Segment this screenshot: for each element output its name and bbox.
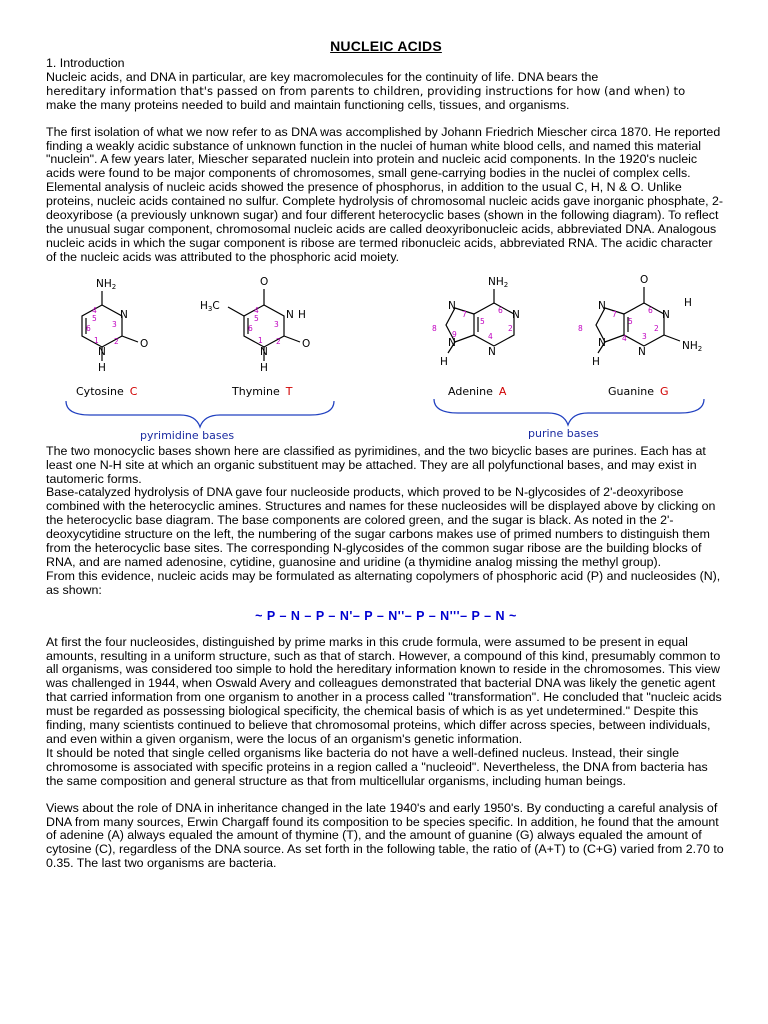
guanine-h1: H [684, 296, 692, 309]
guanine-nh2: NH2 [682, 339, 703, 353]
svg-text:2: 2 [114, 336, 119, 346]
pyrimidine-brace [66, 401, 334, 427]
svg-text:7: 7 [612, 309, 617, 319]
bacteria-paragraph: It should be noted that single celled organisms like bacteria do not have a well-defined nucleus. Instead, their single chromosome is associated with specific proteins in a region called a "nucleoid". Nevertheless, the DNA from bacteria has the same composition and general structure as that from multicellular organisms, including human beings. [46, 745, 708, 788]
ring-numbers [86, 306, 659, 346]
page-title: NUCLEIC ACIDS [330, 38, 442, 54]
svg-text:1: 1 [258, 335, 263, 345]
thymine-o2: O [302, 337, 311, 350]
adenine-n3: N [488, 345, 496, 358]
purine-brace [434, 399, 704, 425]
svg-text:1: 1 [94, 335, 99, 345]
adenine-n9: N [448, 336, 456, 349]
svg-text:4: 4 [622, 333, 627, 343]
svg-text:7: 7 [462, 309, 467, 319]
section-heading: 1. Introduction [46, 56, 125, 70]
thymine-o4: O [260, 275, 269, 288]
thymine-n3: N [286, 308, 294, 321]
history-paragraph: The first isolation of what we now refer to as DNA was accomplished by Johann Friedrich Miescher circa 1870. He reported finding a weakly acidic substance of unknown function in the nuclei of human white blood cells, and named this material "nuclein". A few years later, Miescher separated nuclein into protein and nucleic acid components. In the 1920's nucleic acids were found to be major components of chromosomes, small gene-carrying bodies in the nuclei of complex cells. Elemental analysis of nucleic acids showed the presence of phosphorus, in addition to the usual C, H, N & O. Unlike proteins, nucleic acids contained no sulfur. Complete hydrolysis of chromosomal nucleic acids gave inorganic phosphate, 2-deoxyribose (a previously unknown sugar) and four different heterocyclic bases (shown in the following diagram). To reflect the unusual sugar component, chromosomal nucleic acids are called deoxyribonucleic acids, abbreviated DNA. Analogous nucleic acids in which the sugar component is ribose are termed ribonucleic acids, abbreviated RNA. The acidic character of the nucleic acids was attributed to the phosphoric acid moiety. [46, 124, 724, 264]
svg-text:3: 3 [274, 319, 279, 329]
adenine-nh2: NH2 [488, 275, 509, 289]
svg-text:5: 5 [628, 316, 633, 326]
svg-text:8: 8 [578, 323, 583, 333]
bases-paragraph: The two monocyclic bases shown here are classified as pyrimidines, and the two bicyclic bases are purines. Each has at least one N-H site at which an organic substituent may be attached. They are all polyfunctional bases, and may exist in tautomeric forms. [46, 443, 706, 486]
svg-text:3: 3 [642, 331, 647, 341]
svg-text:3: 3 [112, 319, 117, 329]
svg-text:4: 4 [254, 305, 259, 315]
intro-line-1: Nucleic acids, and DNA in particular, are key macromolecules for the continuity of life. DNA bears the [46, 69, 599, 84]
svg-text:2: 2 [508, 323, 513, 333]
cytosine-n1: N [98, 345, 106, 358]
svg-text:6: 6 [86, 323, 91, 333]
svg-text:4: 4 [488, 331, 493, 341]
thymine-h1: H [260, 361, 268, 374]
intro-line-2: hereditary information that's passed on from parents to children, providing instructions for how (and when) to [46, 83, 686, 98]
cytosine-nh2: NH2 [96, 277, 117, 291]
thymine-h3: H [298, 308, 306, 321]
svg-text:5: 5 [254, 313, 259, 323]
svg-text:4: 4 [92, 305, 97, 315]
thymine-n1: N [260, 345, 268, 358]
adenine-n1: N [512, 308, 520, 321]
adenine-h9: H [440, 355, 448, 368]
svg-text:2: 2 [654, 323, 659, 333]
document-page [46, 38, 726, 871]
evidence-paragraph: From this evidence, nucleic acids may be formulated as alternating copolymers of phosphoric acid (P) and nucleosides (N), as shown: [46, 568, 721, 597]
cytosine-n3: N [120, 308, 128, 321]
cytosine-o: O [140, 337, 149, 350]
svg-text:8: 8 [432, 323, 437, 333]
cytosine-h: H [98, 361, 106, 374]
cytosine-label: Cytosine C [76, 384, 138, 398]
intro-line-3: make the many proteins needed to build and maintain functioning cells, tissues, and organisms. [46, 97, 570, 112]
guanine-n9: N [598, 336, 606, 349]
purine-group-label: purine bases [528, 426, 599, 440]
svg-text:5: 5 [92, 313, 97, 323]
first-assumption-paragraph: At first the four nucleosides, distinguished by prime marks in this crude formula, were assumed to be present in equal amounts, resulting in a uniform structure, such as that of starch. However, a compound of this kind, presumably common to all organisms, was considered too simple to hold the hereditary information known to reside in the chromosomes. This view was challenged in 1944, when Oswald Avery and colleagues demonstrated that bacterial DNA was likely the genetic agent that carried information from one organism to another in a process called "transformation". He concluded that "nucleic acids must be regarded as possessing biological specificity, the chemical basis of which is as yet undetermined." Despite this finding, many scientists continued to believe that chromosomal proteins, which differ across species, between individuals, and even within a given organism, were the locus of an organism's genetic information. [46, 634, 722, 746]
adenine-n7: N [448, 299, 456, 312]
svg-text:5: 5 [480, 316, 485, 326]
thymine-methyl: H3C [200, 299, 220, 313]
guanine-o6: O [640, 273, 649, 286]
svg-text:2: 2 [276, 336, 281, 346]
guanine-h9: H [592, 355, 600, 368]
svg-text:6: 6 [498, 305, 503, 315]
svg-text:6: 6 [648, 305, 653, 315]
guanine-n1: N [662, 308, 670, 321]
chargaff-paragraph: Views about the role of DNA in inheritance changed in the late 1940's and early 1950's. By conducting a careful analysis of DNA from many sources, Erwin Chargaff found its composition to be species specific. In addition, he found that the amount of adenine (A) always equaled the amount of thymine (T), and the amount of guanine (G) always equaled the amount of cytosine (C), regardless of the DNA source. As set forth in the following table, the ratio of (A+T) to (C+G) varied from 2.70 to 0.35. The last two organisms are bacteria. [46, 800, 724, 871]
copolymer-formula: ~ P – N – P – N'– P – N''– P – N'''– P – N ~ [255, 608, 517, 623]
thymine-label: Thymine T [232, 384, 293, 398]
guanine-n7: N [598, 299, 606, 312]
adenine-label: Adenine A [448, 384, 507, 398]
svg-text:6: 6 [248, 323, 253, 333]
bases-svg [0, 269, 768, 445]
guanine-n3: N [638, 345, 646, 358]
hydrolysis-paragraph: Base-catalyzed hydrolysis of DNA gave four nucleoside products, which proved to be N-glycosides of 2'-deoxyribose combined with the heterocyclic amines. Structures and names for these nucleosides will be displayed above by clicking on the heterocyclic base diagram. The base components are colored green, and the sugar is black. As noted in the 2'-deoxycytidine structure on the left, the numbering of the sugar carbons makes use of primed numbers to distinguish them from the heterocyclic base sites. The corresponding N-glycosides of the common sugar ribose are the building blocks of RNA, and are named adenosine, cytidine, guanosine and uridine (a thymidine analog missing the methyl group). [46, 485, 716, 569]
pyrimidine-group-label: pyrimidine bases [140, 428, 235, 442]
heterocyclic-bases-diagram[interactable] [46, 269, 726, 445]
svg-text:9: 9 [452, 329, 457, 339]
guanine-label: Guanine G [608, 384, 669, 398]
